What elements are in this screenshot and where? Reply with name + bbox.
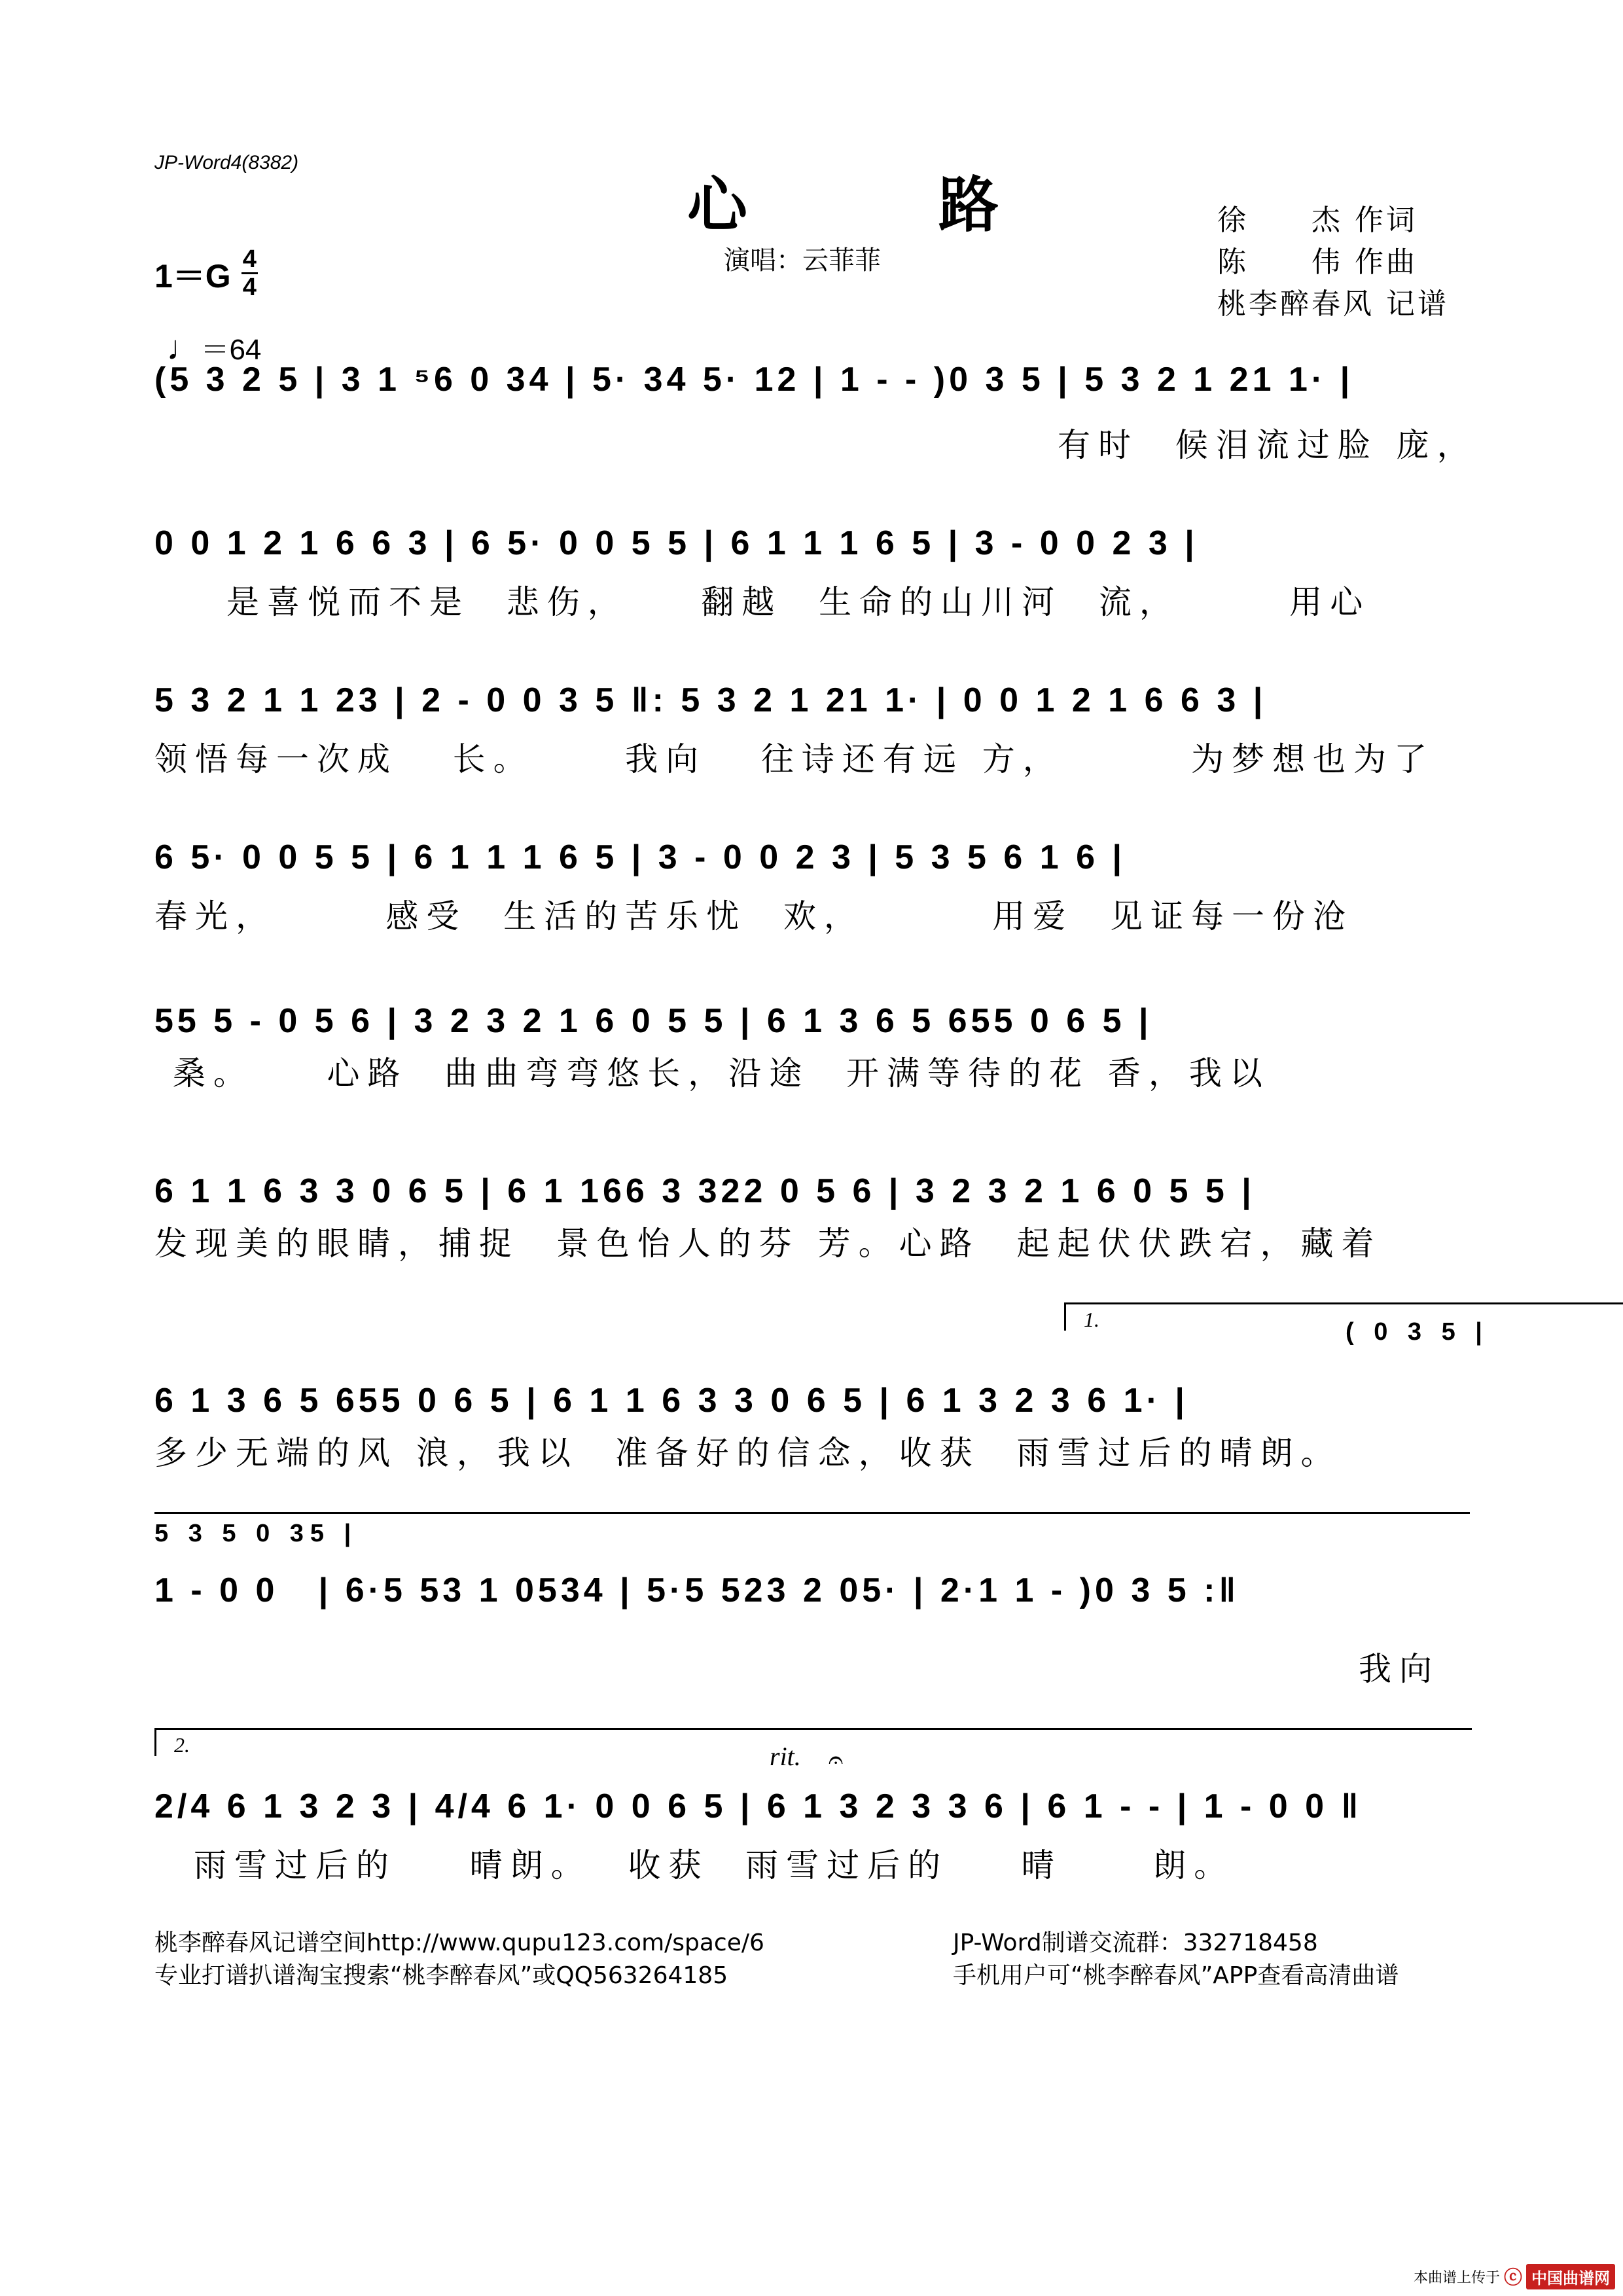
score-title: 心 路 [687, 170, 1084, 240]
performer-credit: 演唱：云菲菲 [724, 245, 881, 276]
notation-line: 2/4 6 1 3 2 3 | 4/4 6 1· 0 0 6 5 | 6 1 3 2 3 3 6 | 6 1 - - | 1 - 0 0 ‖ [154, 1787, 1363, 1825]
lyrics-line: 我向 [1359, 1650, 1440, 1688]
notation-line: 6 1 1 6 3 3 0 6 5 | 6 1 166 3 322 0 5 6 | 3 2 3 2 1 6 0 5 5 | [154, 1172, 1255, 1210]
site-logo-icon: ⓒ [1503, 2267, 1522, 2288]
first-ending-label: 1. [1084, 1308, 1099, 1331]
footer-right-line2: 手机用户可“桃李醉春风”APP查看高清曲谱 [953, 1962, 1399, 1989]
software-label: JP-Word4(8382) [154, 152, 299, 173]
fermata-icon: 𝄐 [829, 1745, 844, 1775]
time-numerator: 4 [242, 245, 257, 273]
lyrics-line: 是喜悦而不是 悲伤， 翻越 生命的山川河 流， 用心 [226, 583, 1371, 621]
lyrics-line: 雨雪过后的 晴朗。 收获 雨雪过后的 晴 朗。 [194, 1846, 1235, 1884]
lyrics-line: 多少无端的风 浪，我以 准备好的信念，收获 雨雪过后的晴朗。 [154, 1434, 1342, 1472]
notation-line: 1 - 0 0 | 6·5 53 1 0534 | 5·5 523 2 05· | 2·1 1 - )0 3 5 :‖ [154, 1571, 1240, 1609]
footer-right-line1: JP-Word制谱交流群：332718458 [953, 1929, 1318, 1956]
quarter-note-icon: ♩ [166, 329, 201, 367]
second-ending-label: 2. [174, 1733, 190, 1757]
key-signature [154, 246, 258, 300]
site-logo-text: 中国曲谱网 [1526, 2264, 1615, 2289]
lyrics-line: 领悟每一次成 长。 我向 往诗还有远 方， 为梦想也为了 [154, 740, 1435, 778]
notation-line: 0 0 1 2 1 6 6 3 | 6 5· 0 0 5 5 | 6 1 1 1 6 5 | 3 - 0 0 2 3 | [154, 524, 1198, 562]
notation-line: 5 3 2 1 1 23 | 2 - 0 0 3 5 ‖: 5 3 2 1 21 1· | 0 0 1 2 1 6 6 3 | [154, 681, 1267, 719]
cue-notes: ( 0 3 5 | [1346, 1318, 1489, 1346]
footer-left-line2: 专业打谱扒谱淘宝搜索“桃李醉春风”或QQ563264185 [154, 1962, 728, 1989]
lyrics-line: 桑。 心路 曲曲弯弯悠长，沿途 开满等待的花 香，我以 [154, 1054, 1270, 1092]
footer-left-line1: 桃李醉春风记谱空间http://www.qupu123.com/space/6 [154, 1929, 764, 1956]
lyrics-line: 春光， 感受 生活的苦乐忧 欢， 用爱 见证每一份沧 [154, 897, 1353, 935]
lyricist-credit: 徐 杰 作词 [1217, 204, 1418, 237]
lyrics-line: 有时 候泪流过脸 庞， [1058, 426, 1478, 464]
transcriber-credit: 桃李醉春风 记谱 [1217, 287, 1449, 321]
lyrics-line: 发现美的眼睛，捕捉 景色怡人的芬 芳。心路 起起伏伏跌宕，藏着 [154, 1225, 1382, 1263]
time-signature [241, 246, 258, 300]
notation-line: 6 5· 0 0 5 5 | 6 1 1 1 6 5 | 3 - 0 0 2 3 | 5 3 5 6 1 6 | [154, 838, 1126, 876]
rit-marking: rit. [770, 1742, 801, 1771]
cue-notes: 5 3 5 0 35 | [154, 1520, 358, 1547]
key-label: 1＝G [154, 257, 231, 295]
notation-line: 55 5 - 0 5 6 | 3 2 3 2 1 6 0 5 5 | 6 1 3 6 5 655 0 6 5 | [154, 1002, 1152, 1040]
watermark-text: 本曲谱上传于 [1413, 2269, 1500, 2286]
first-ending-bracket [1064, 1302, 1623, 1331]
tempo-value: ＝64 [200, 334, 262, 366]
composer-credit: 陈 伟 作曲 [1217, 245, 1418, 279]
notation-line: 6 1 3 6 5 655 0 6 5 | 6 1 1 6 3 3 0 6 5 | 6 1 3 2 3 6 1· | [154, 1382, 1188, 1420]
time-denominator: 4 [242, 274, 257, 301]
notation-line: (5 3 2 5 | 3 1 ⁵6 0 34 | 5· 34 5· 12 | 1 - - )0 3 5 | 5 3 2 1 21 1· | [154, 361, 1354, 399]
site-watermark [1414, 2263, 1615, 2289]
second-ending-bracket [154, 1728, 1472, 1756]
